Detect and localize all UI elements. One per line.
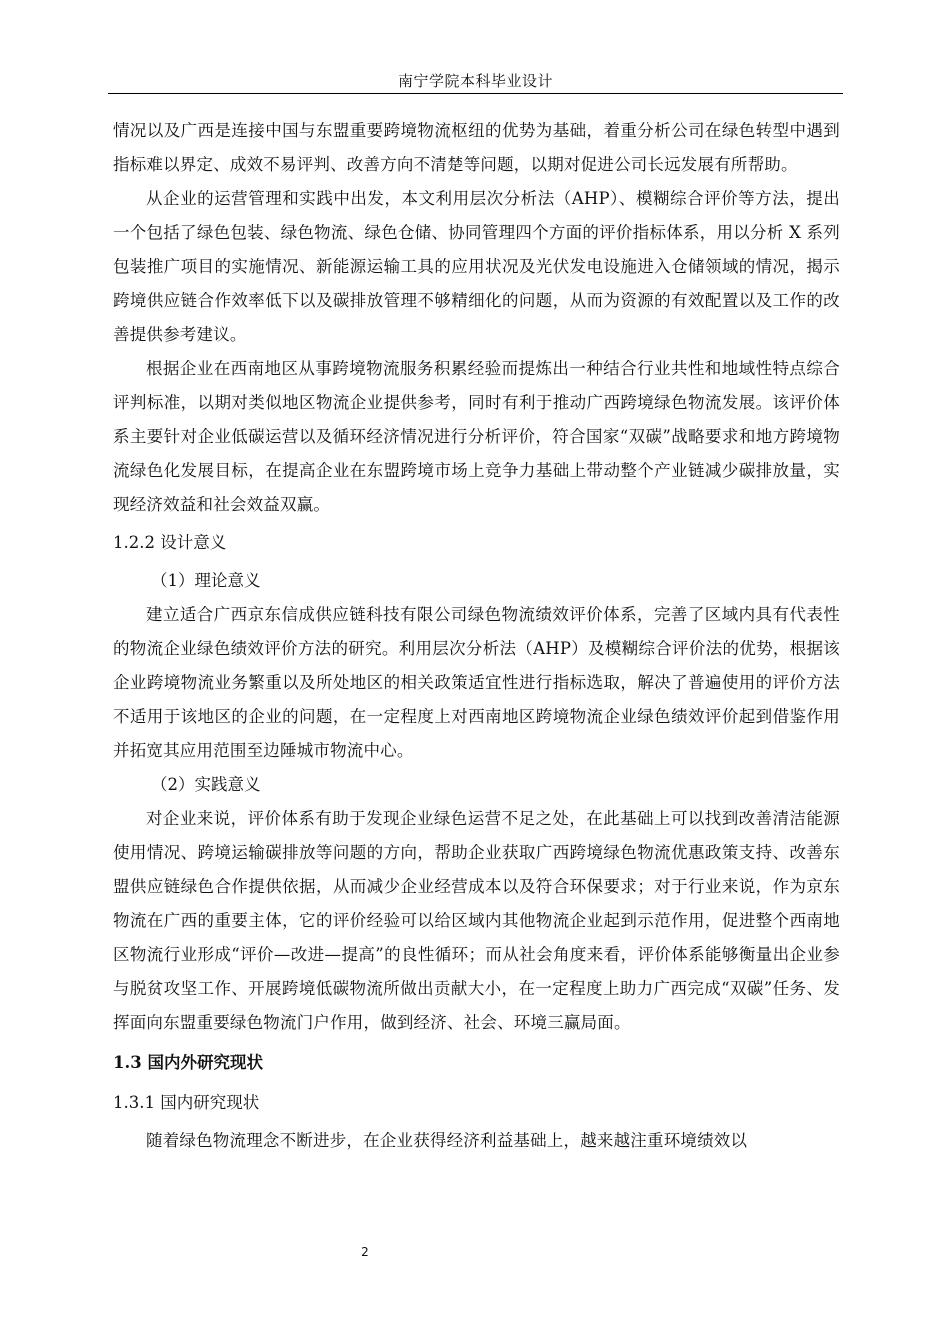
document-body: [113, 114, 840, 1158]
page-number: 2: [361, 1245, 369, 1259]
subheading-practice: （2）实践意义: [151, 775, 261, 794]
subheading-theory: （1）理论意义: [151, 571, 261, 590]
section-heading-1-2-2: 1.2.2 设计意义: [113, 533, 227, 552]
paragraph-practice-significance: 对企业来说，评价体系有助于发现企业绿色运营不足之处，在此基础上可以找到改善清洁能源使用情况、跨境运输碳排放等问题的方向，帮助企业获取广西跨境绿色物流优惠政策支持、改善东盟供应链绿色合作提供依据，从而减少企业经营成本以及符合环保要求；对于行业来说，作为京东物流在广西的重要主体，它的评价经验可以给区域内其他物流企业起到示范作用，促进整个西南地区物流行业形成“评价—改进—提高”的良性循环；而从社会角度来看，评价体系能够衡量出企业参与脱贫攻坚工作、开展跨境低碳物流所做出贡献大小，在一定程度上助力广西完成“双碳”任务、发挥面向东盟重要绿色物流门户作用，做到经济、社会、环境三赢局面。: [113, 809, 840, 1032]
paragraph-methods: 从企业的运营管理和实践中出发，本文利用层次分析法（AHP）、模糊综合评价等方法，提出一个包括了绿色包装、绿色物流、绿色仓储、协同管理四个方面的评价指标体系，用以分析 X 系列包装推广项目的实施情况、新能源运输工具的应用状况及光伏发电设施进入仓储领域的情况，揭示跨境供应链合作效率低下以及碳排放管理不够精细化的问题，从而为资源的有效配置以及工作的改善提供参考建议。: [113, 189, 840, 344]
section-heading-1-3: 1.3 国内外研究现状: [113, 1053, 263, 1072]
paragraph-continued: 情况以及广西是连接中国与东盟重要跨境物流枢纽的优势为基础，着重分析公司在绿色转型中遇到指标难以界定、成效不易评判、改善方向不清楚等问题，以期对促进公司长远发展有所帮助。: [113, 121, 840, 174]
page-header-title: 南宁学院本科毕业设计: [397, 72, 553, 90]
section-heading-1-3-1: 1.3.1 国内研究现状: [113, 1093, 260, 1112]
paragraph-evaluation-standard: 根据企业在西南地区从事跨境物流服务积累经验而提炼出一种结合行业共性和地域性特点综合评判标准，以期对类似地区物流企业提供参考，同时有利于推动广西跨境绿色物流发展。该评价体系主要针对企业低碳运营以及循环经济情况进行分析评价，符合国家“双碳”战略要求和地方跨境物流绿色化发展目标，在提高企业在东盟跨境市场上竞争力基础上带动整个产业链减少碳排放量，实现经济效益和社会效益双赢。: [113, 359, 840, 514]
paragraph-theory-significance: 建立适合广西京东信成供应链科技有限公司绿色物流绩效评价体系，完善了区域内具有代表性的物流企业绿色绩效评价方法的研究。利用层次分析法（AHP）及模糊综合评价法的优势，根据该企业跨境物流业务繁重以及所处地区的相关政策适宜性进行指标选取，解决了普遍使用的评价方法不适用于该地区的企业的问题，在一定程度上对西南地区跨境物流企业绿色绩效评价起到借鉴作用并拓宽其应用范围至边陲城市物流中心。: [113, 605, 840, 760]
header-divider: [108, 93, 843, 94]
paragraph-domestic-research: 随着绿色物流理念不断进步，在企业获得经济利益基础上，越来越注重环境绩效以: [146, 1131, 748, 1150]
